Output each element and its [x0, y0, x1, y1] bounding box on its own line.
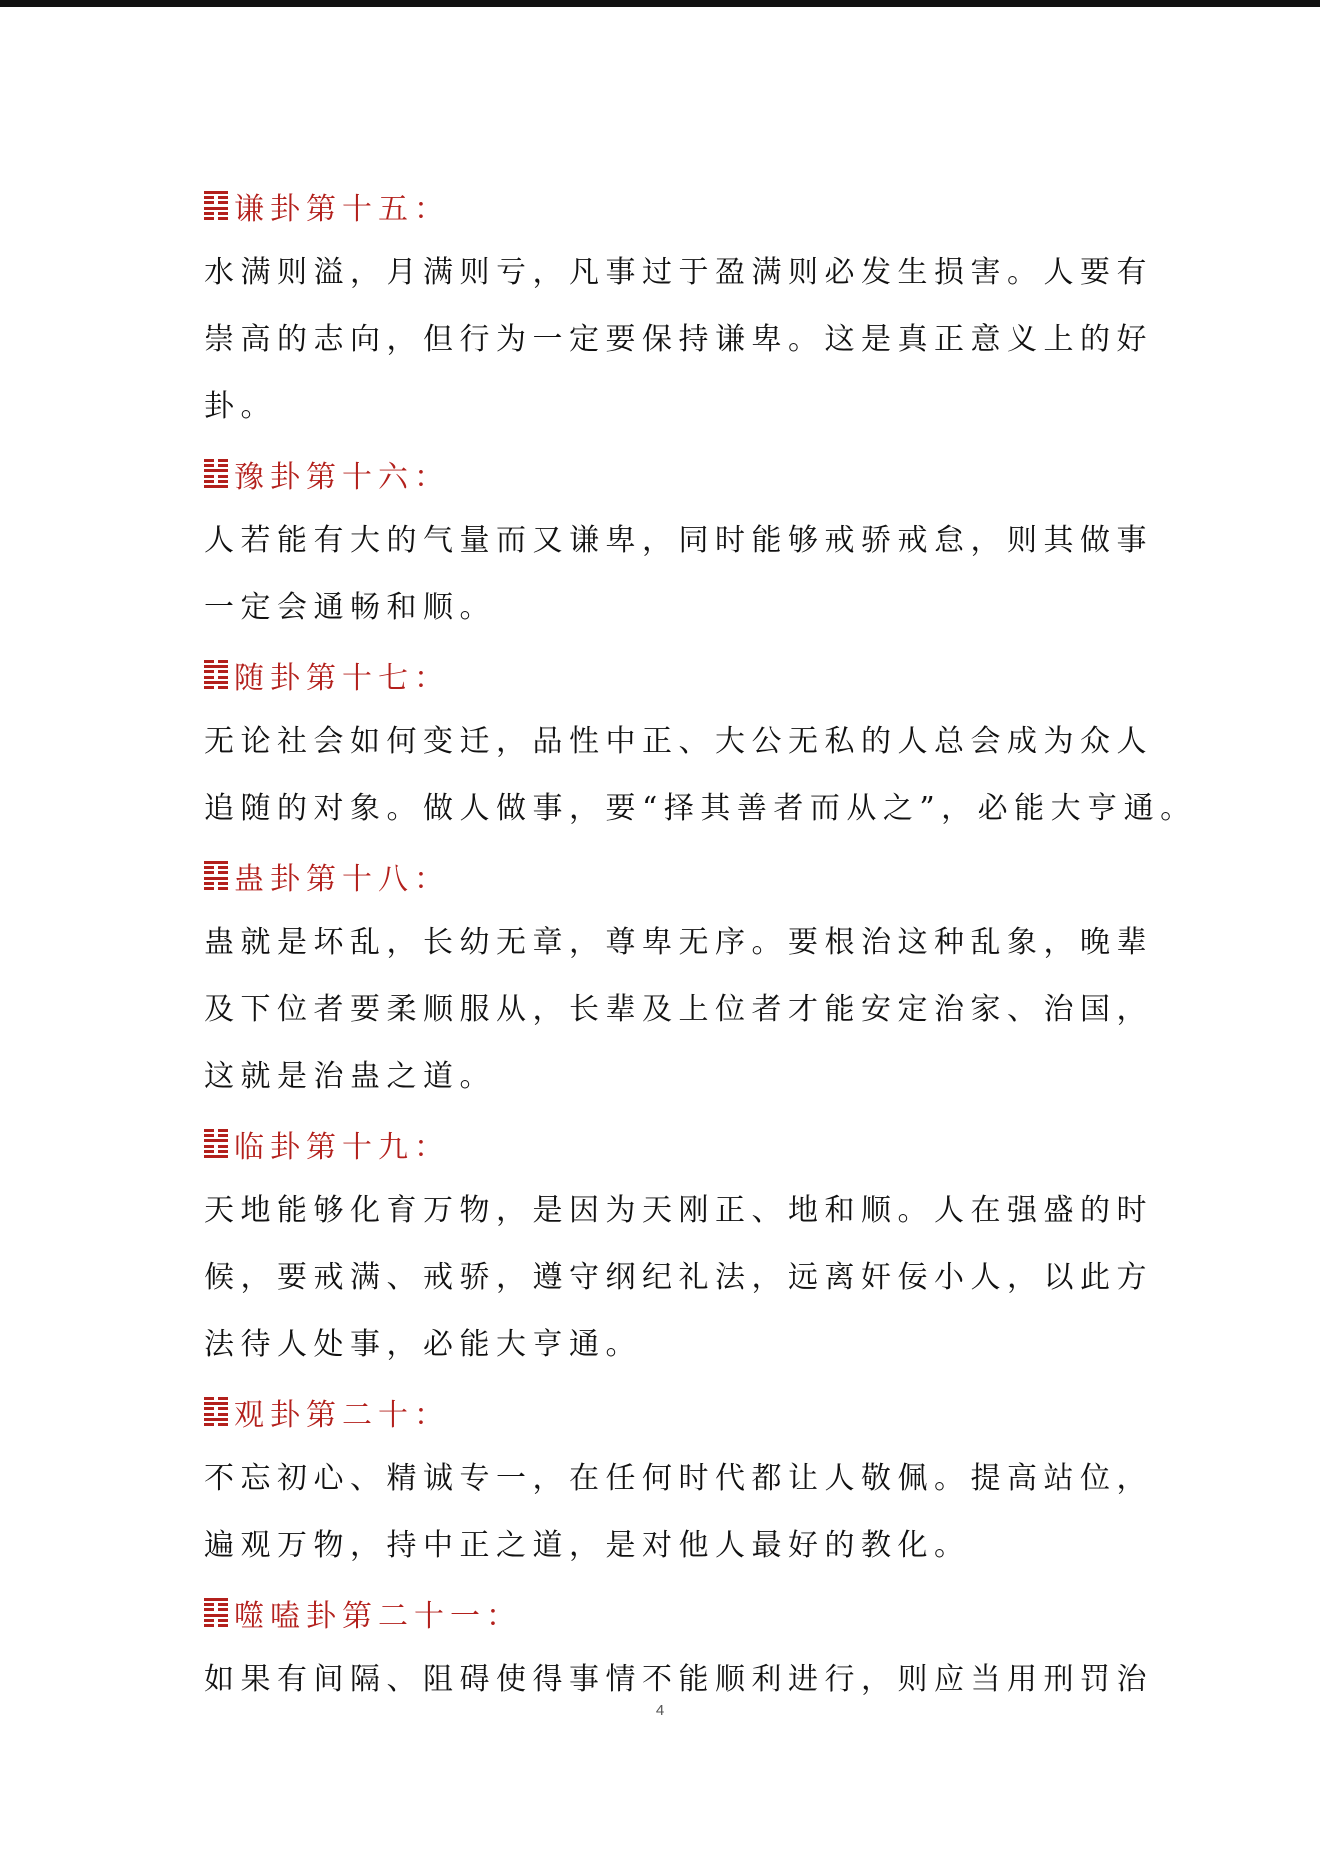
- hexagram-gu-icon: [204, 861, 228, 891]
- hexagram-section: [204, 641, 1197, 842]
- section-heading: [204, 440, 1124, 507]
- section-title: 观卦第二十：: [234, 1397, 450, 1433]
- body-text-line: 这就是治蛊之道。: [204, 1059, 496, 1094]
- hexagram-lin-icon: [204, 1129, 228, 1159]
- page-number: 4: [655, 1702, 665, 1719]
- hexagram-section: [204, 1378, 1153, 1579]
- hexagram-section: [204, 172, 1153, 440]
- body-text-line: 不忘初心、精诚专一，在任何时代都让人敬佩。提高站位，: [204, 1461, 1153, 1496]
- body-text-line: 如果有间隔、阻碍使得事情不能顺利进行，则应当用刑罚治: [204, 1662, 1153, 1697]
- hexagram-sui-icon: [204, 660, 228, 690]
- section-title: 豫卦第十六：: [234, 459, 450, 495]
- body-text-line: 卦。: [204, 389, 277, 424]
- section-heading: [204, 641, 1124, 708]
- section-heading: [204, 172, 1124, 239]
- body-text-line: 候，要戒满、戒骄，遵守纲纪礼法，远离奸佞小人，以此方: [204, 1260, 1153, 1295]
- body-text-line: 人若能有大的气量而又谦卑，同时能够戒骄戒怠，则其做事: [204, 523, 1153, 558]
- hexagram-qian-icon: [204, 191, 228, 221]
- section-title: 谦卦第十五：: [234, 191, 450, 227]
- body-text-line: 遍观万物，持中正之道，是对他人最好的教化。: [204, 1528, 971, 1563]
- body-text-line: 水满则溢，月满则亏，凡事过于盈满则必发生损害。人要有: [204, 255, 1153, 290]
- document-body: [204, 172, 1197, 1713]
- section-title: 蛊卦第十八：: [234, 861, 450, 897]
- hexagram-section: [204, 1579, 1153, 1713]
- top-edge-bar: [0, 0, 1320, 7]
- hexagram-shihe-icon: [204, 1598, 228, 1628]
- section-title: 临卦第十九：: [234, 1129, 450, 1165]
- section-title: 噬嗑卦第二十一：: [234, 1598, 522, 1634]
- hexagram-section: [204, 440, 1153, 641]
- body-text-line: 蛊就是坏乱，长幼无章，尊卑无序。要根治这种乱象，晚辈: [204, 925, 1153, 960]
- section-heading: [204, 1579, 1124, 1646]
- section-title: 随卦第十七：: [234, 660, 450, 696]
- body-text-line: 一定会通畅和顺。: [204, 590, 496, 625]
- section-heading: [204, 1378, 1124, 1445]
- hexagram-guan-icon: [204, 1397, 228, 1427]
- section-heading: [204, 1110, 1124, 1177]
- hexagram-section: [204, 1110, 1153, 1378]
- body-text-line: 法待人处事，必能大亨通。: [204, 1327, 642, 1362]
- body-text-line: 崇高的志向，但行为一定要保持谦卑。这是真正意义上的好: [204, 322, 1153, 357]
- hexagram-section: [204, 842, 1153, 1110]
- body-text-line: 天地能够化育万物，是因为天刚正、地和顺。人在强盛的时: [204, 1193, 1153, 1228]
- body-text-line: 无论社会如何变迁，品性中正、大公无私的人总会成为众人: [204, 724, 1153, 759]
- hexagram-yu-icon: [204, 459, 228, 489]
- section-heading: [204, 842, 1124, 909]
- body-text-line: 追随的对象。做人做事，要“择其善者而从之”，必能大亨通。: [204, 791, 1197, 826]
- body-text-line: 及下位者要柔顺服从，长辈及上位者才能安定治家、治国，: [204, 992, 1153, 1027]
